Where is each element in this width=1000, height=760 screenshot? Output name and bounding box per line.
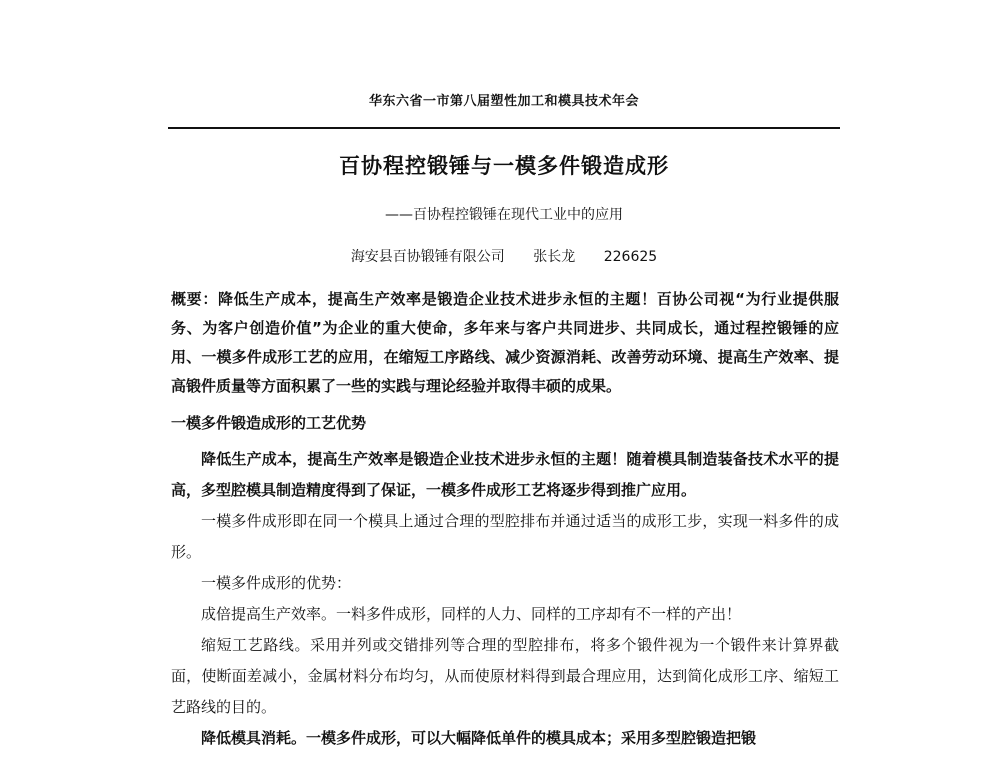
- abstract-text: 降低生产成本，提高生产效率是锻造企业技术进步永恒的主题！百协公司视“为行业提供服务、为客户创造价值”为企业的重大使命，多年来与客户共同进步、共同成长，通过程控锻锤的应用、一模多件成形工艺的应用，在缩短工序路线、减少资源消耗、改善劳动环境、提高生产效率、提高锻件质量等方面积累了一些的实践与理论经验并取得丰硕的成果。: [171, 290, 839, 395]
- body-paragraph: 降低模具消耗。一模多件成形，可以大幅降低单件的模具成本；采用多型腔锻造把锻: [201, 729, 757, 747]
- body-paragraph: 成倍提高生产效率。一料多件成形，同样的人力、同样的工序却有不一样的产出！: [201, 605, 742, 623]
- paper-title: 百协程控锻锤与一模多件锻造成形: [339, 154, 669, 178]
- conference-header: 华东六省一市第八届塑性加工和模具技术年会: [368, 94, 639, 109]
- paper-subtitle: ——百协程控锻锤在现代工业中的应用: [385, 207, 623, 223]
- body-paragraph: 一模多件成形即在同一个模具上通过合理的型腔排布并通过适当的成形工步，实现一料多件的成形。: [171, 512, 839, 561]
- author-line: [168, 246, 840, 266]
- abstract: [171, 285, 839, 401]
- header-rule: [168, 127, 840, 129]
- author-postcode: 226625: [603, 249, 658, 265]
- body-paragraph: 缩短工艺路线。采用并列或交错排列等合理的型腔排布，将多个锻件视为一个锻件来计算界截面，使断面差减小，金属材料分布均匀，从而使原材料得到最合理应用，达到简化成形工序、缩短工艺路线的目的。: [171, 636, 839, 716]
- section-heading: 一模多件锻造成形的工艺优势: [171, 414, 367, 432]
- abstract-label: 概要：: [171, 290, 219, 308]
- section-body: [171, 444, 839, 754]
- body-paragraph: 一模多件成形的优势：: [201, 574, 352, 592]
- author-affiliation: 海安县百协锻锤有限公司: [350, 249, 505, 265]
- body-paragraph: 降低生产成本，提高生产效率是锻造企业技术进步永恒的主题！随着模具制造装备技术水平的提高，多型腔模具制造精度得到了保证，一模多件成形工艺将逐步得到推广应用。: [171, 450, 839, 499]
- author-name: 张长龙: [533, 249, 576, 265]
